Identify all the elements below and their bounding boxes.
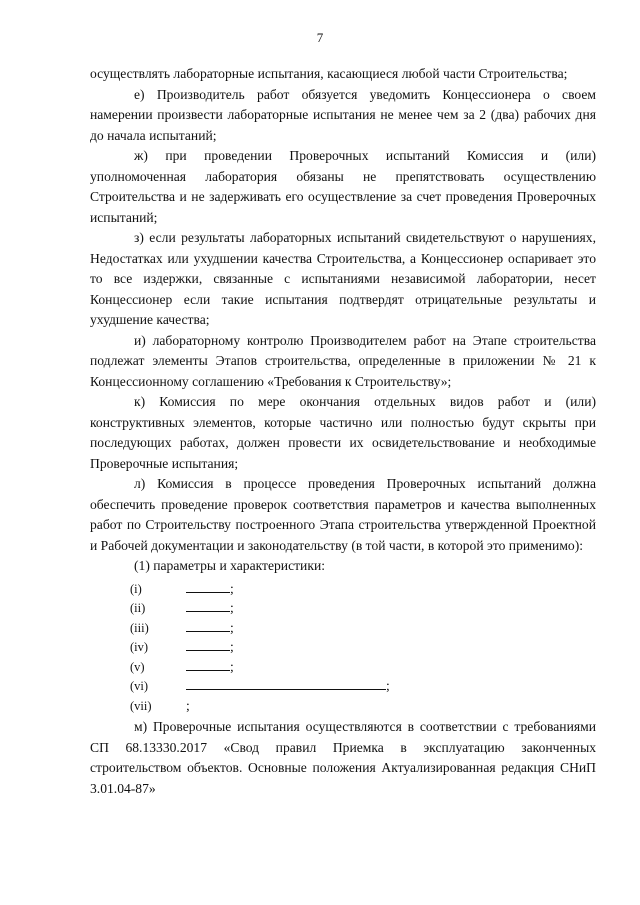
blank-fill-line: [186, 637, 230, 651]
blank-item: [90, 696, 596, 716]
blank-item: [90, 579, 596, 599]
paragraph-l: л) Комиссия в процессе проведения Проверочных испытаний должна обеспечить проведение проверок соответствия параметров и качества выполненных работ по Строительству построенного Этапа строительства утвержденной Проектной и Рабочей документации и законодательству (в той части, в которой это применимо):: [90, 476, 596, 553]
blank-fill-line: [186, 657, 230, 671]
blank-item-number: (v): [130, 659, 145, 674]
blank-item-punctuation: ;: [230, 580, 234, 596]
document-body: [90, 64, 596, 799]
blank-items-list: [90, 579, 596, 716]
paragraph-i: и) лабораторному контролю Производителем работ на Этапе строительства подлежат элементы Этапов строительства, определенные в приложении № 21 к Концессионному соглашению «Требования к Строительству»;: [90, 332, 596, 389]
blank-fill-line: [186, 598, 230, 612]
blank-item-punctuation: ;: [230, 619, 234, 635]
blank-item: [90, 618, 596, 638]
blank-item-number: (iv): [130, 640, 149, 654]
blank-item-number: (iii): [130, 620, 149, 635]
blank-item-fill: [186, 657, 234, 678]
blank-item-number: (i): [130, 581, 142, 596]
blank-item-punctuation: ;: [230, 600, 234, 615]
blank-item-fill: [186, 696, 190, 717]
blank-fill-line: [186, 579, 230, 593]
blank-item-number: (vii): [130, 698, 152, 713]
paragraph-k: к) Комиссия по мере окончания отдельных видов работ и (или) конструктивных элементов, которые частично или полностью будут скрыты при последующих работах, должен провести их освидетельствование и необходимые Проверочные испытания;: [90, 394, 596, 471]
paragraph-e: е) Производитель работ обязуется уведомить Концессионера о своем намерении произвести лабораторные испытания не менее чем за 2 (два) рабочих дня до начала испытаний;: [90, 86, 596, 143]
blank-fill-line: [186, 618, 230, 632]
blank-item: [90, 598, 596, 618]
blank-item-fill: [186, 598, 234, 619]
blank-item-punctuation: ;: [230, 658, 234, 674]
paragraph-z: з) если результаты лабораторных испытаний свидетельствуют о нарушениях, Недостатках или ухудшении качества Строительства, а Концессионер оспаривает это то все издержки, связанные с испытаниями независимой лаборатории, несет Концессионер если такие испытания подтвердят отрицательные результаты и ухудшение качества;: [90, 230, 596, 327]
subsection-heading: (1) параметры и характеристики:: [134, 558, 325, 573]
blank-item-punctuation: ;: [230, 639, 234, 654]
blank-item-fill: [186, 676, 390, 697]
blank-item-punctuation: ;: [186, 697, 190, 713]
blank-item: [90, 676, 596, 696]
blank-item-fill: [186, 618, 234, 639]
blank-item: [90, 657, 596, 677]
blank-item-fill: [186, 637, 234, 658]
blank-item-fill: [186, 579, 234, 600]
paragraph-zh: ж) при проведении Проверочных испытаний Комиссия и (или) уполномоченная лаборатория обязаны не препятствовать осуществлению Строительства и не задерживать его осуществление за счет проведения Проверочных испытаний;: [90, 148, 596, 225]
blank-item-number: (vi): [130, 679, 149, 693]
paragraph-m: м) Проверочные испытания осуществляются в соответствии с требованиями СП 68.13330.2017 «Свод правил Приемка в эксплуатацию законченных строительством объектов. Основные положения Актуализированная редакция СНиП 3.01.04-87»: [90, 719, 596, 796]
paragraph-intro: осуществлять лабораторные испытания, касающиеся любой части Строительства;: [90, 66, 568, 81]
blank-fill-line: [186, 676, 386, 690]
page-number: 7: [316, 30, 324, 45]
blank-item-punctuation: ;: [386, 678, 390, 693]
blank-item: [90, 637, 596, 657]
blank-item-number: (ii): [130, 601, 146, 615]
